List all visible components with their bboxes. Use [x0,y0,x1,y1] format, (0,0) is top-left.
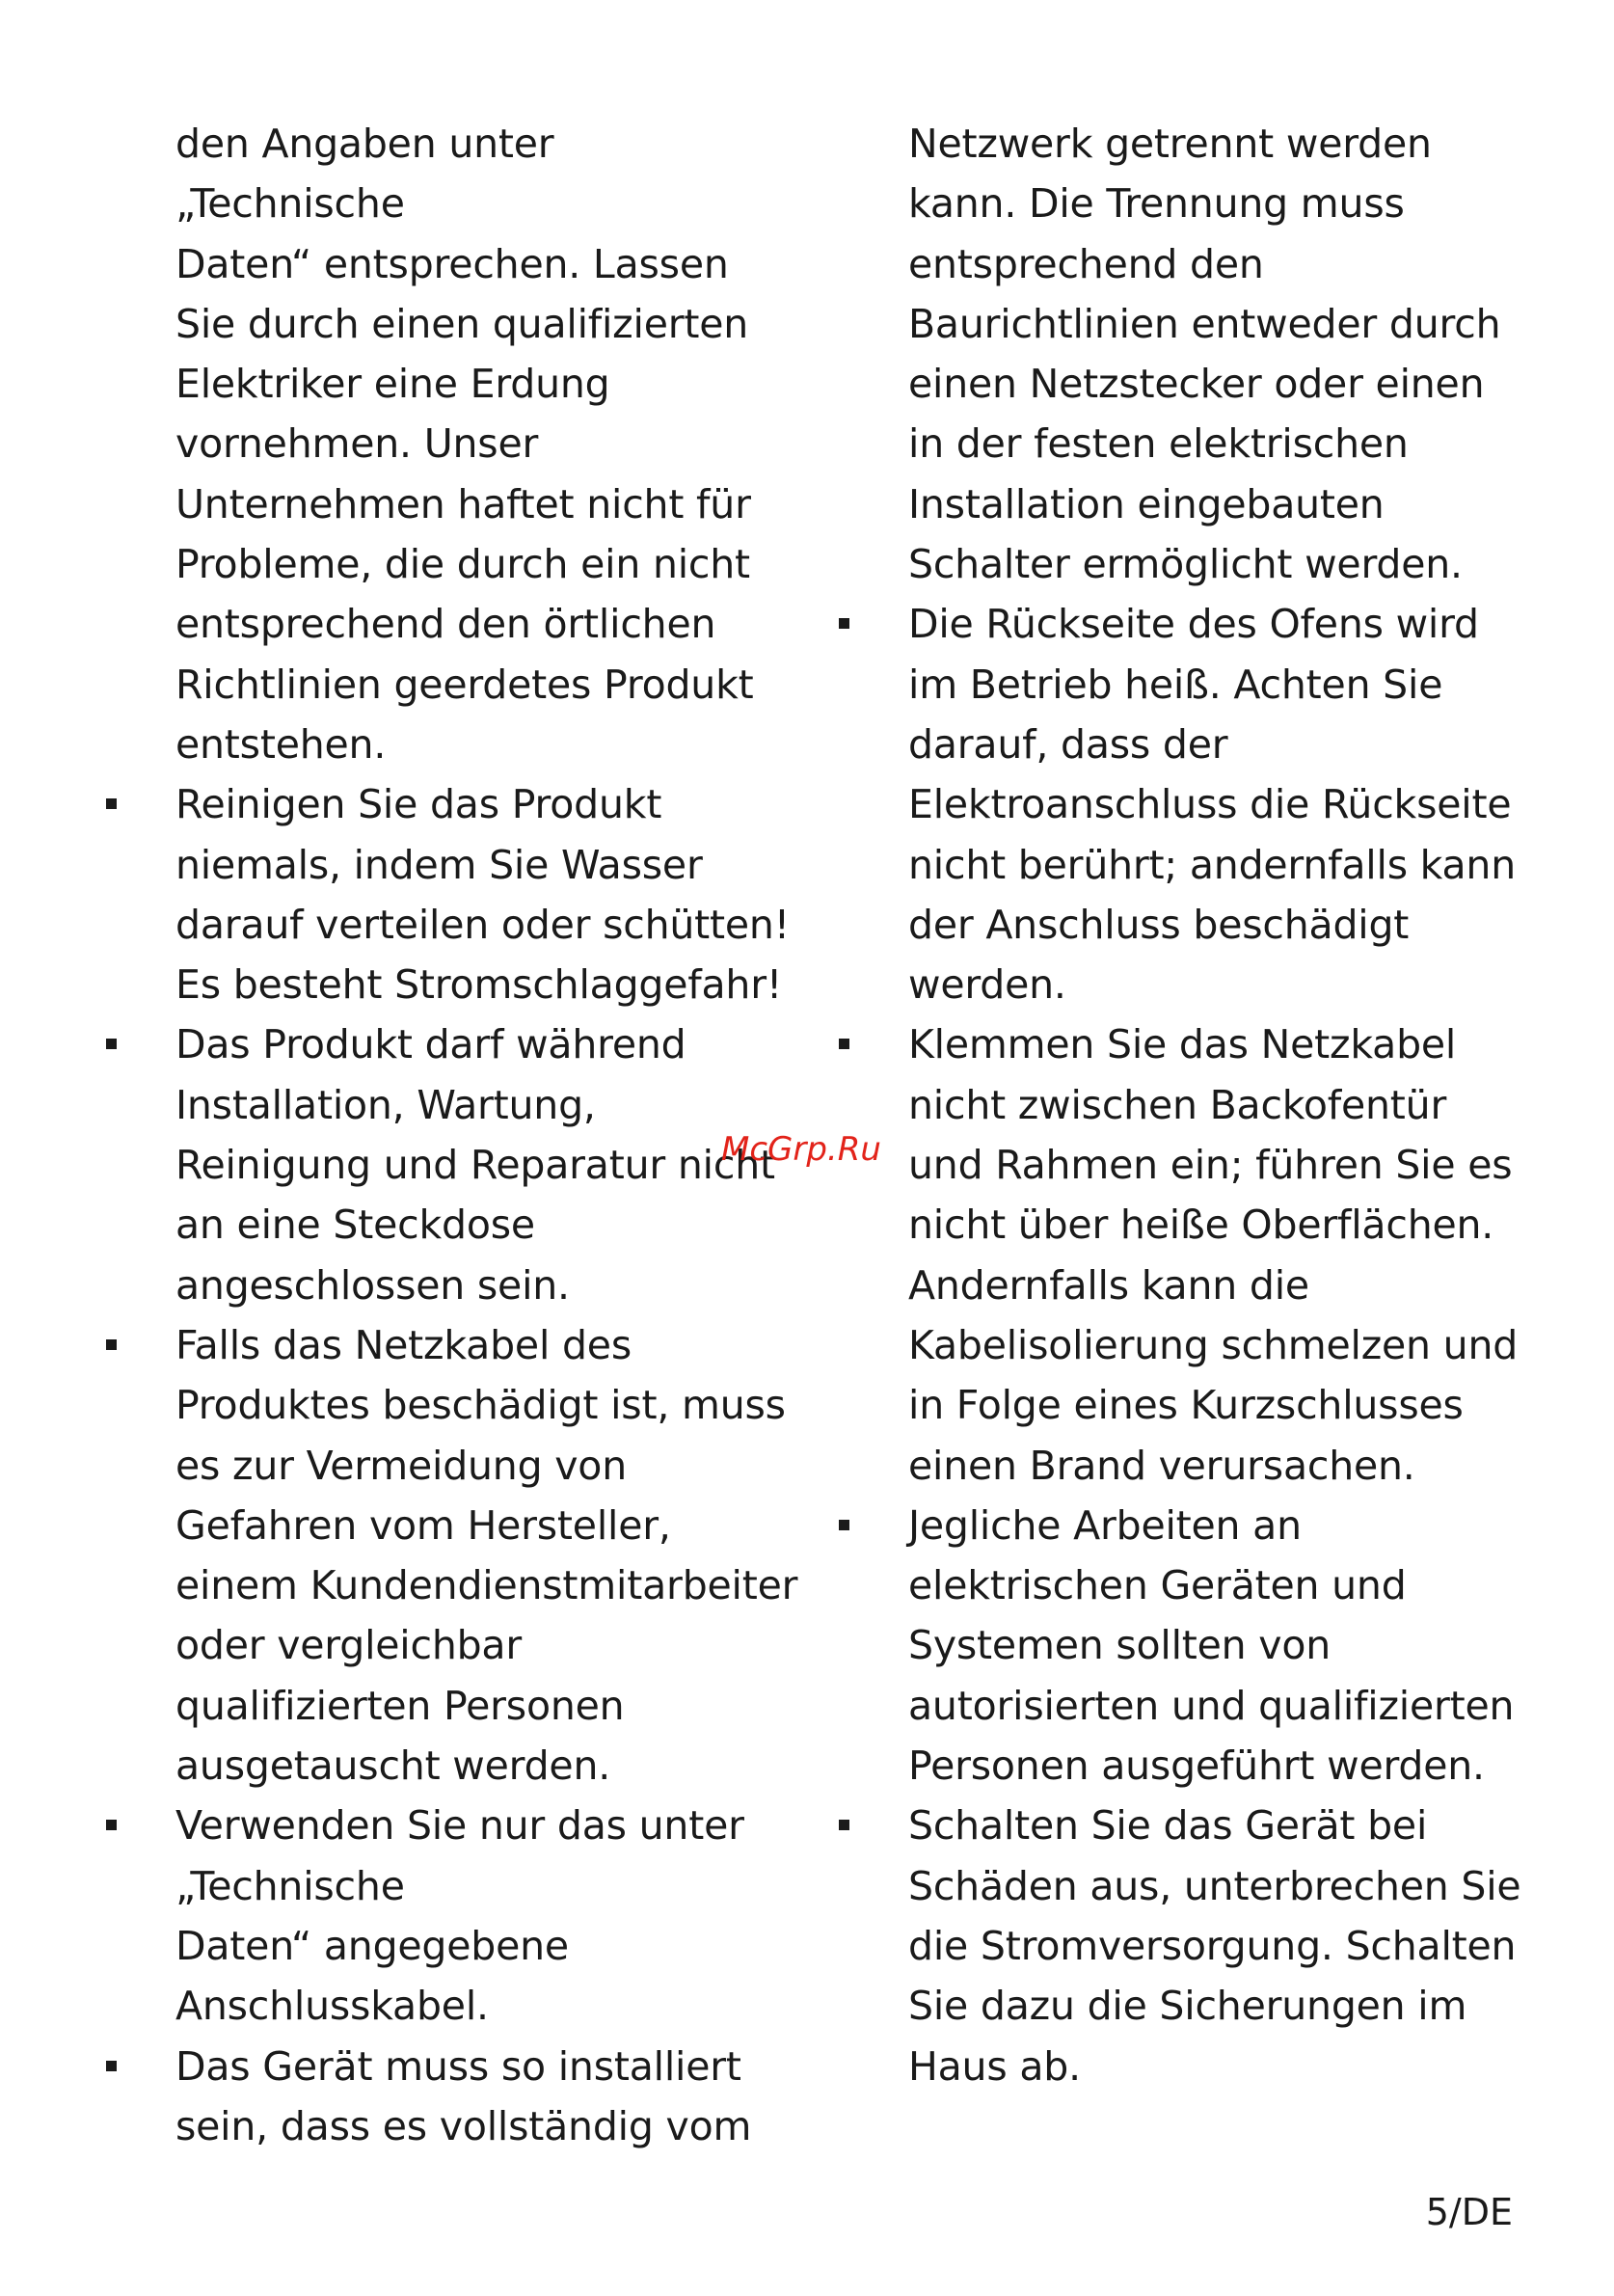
text-line [106,1916,723,1976]
text-line [106,414,723,473]
line-text: an eine Steckdose [175,1202,535,1249]
line-text: vornehmen. Unser [175,420,539,468]
line-text: Anschlusskabel. [175,1983,489,2030]
line-text: qualifizierten Personen [175,1682,625,1729]
line-text: einem Kundendienstmitarbeiter [175,1562,798,1609]
text-line [839,1615,1456,1675]
line-text: Sie durch einen qualifizierten [175,300,749,347]
bullet-square-icon [839,1039,849,1049]
line-text: Das Produkt darf während [175,1021,686,1068]
text-line [106,234,729,294]
line-text: Verwenden Sie nur das unter [175,1802,744,1850]
text-line [839,594,1479,654]
text-line [106,655,754,715]
line-text: Produktes beschädigt ist, muss [175,1382,786,1429]
line-text: oder vergleichbar [175,1622,523,1669]
line-text: Daten“ angegebene [175,1922,569,1969]
line-text: Haus ab. [908,2042,1081,2090]
line-text: Schalten Sie das Gerät bei [908,1802,1428,1850]
text-line [106,895,790,955]
text-line [839,2037,1456,2096]
line-text: Personen ausgeführt werden. [908,1742,1485,1790]
line-text: Probleme, die durch ein nicht [175,541,750,588]
line-text: kann. Die Trennung muss [908,180,1405,228]
text-line [106,1555,798,1615]
text-line [106,114,723,174]
line-text: und Rahmen ein; führen Sie es [908,1142,1513,1189]
page-number: 5/DE [1425,2191,1513,2233]
line-text: Klemmen Sie das Netzkabel [908,1021,1457,1068]
line-text: die Stromversorgung. Schalten [908,1922,1517,1969]
line-text: Daten“ entsprechen. Lassen [175,240,729,287]
text-line [839,1256,1456,1315]
text-line [839,774,1512,834]
text-line [839,1375,1464,1435]
text-line [106,774,723,834]
line-text: elektrischen Geräten und [908,1562,1407,1609]
text-line [839,534,1463,594]
text-line [839,1315,1519,1375]
line-text: „Technische [175,1862,405,1909]
line-text: Falls das Netzkabel des [175,1321,632,1368]
text-line [839,1856,1521,1916]
text-line [106,1256,723,1315]
text-line [839,1135,1513,1195]
text-line [106,1736,723,1796]
line-text: entstehen. [175,720,387,768]
line-text: Andernfalls kann die [908,1261,1309,1309]
line-text: Die Rückseite des Ofens wird [908,601,1479,648]
line-text: Schalter ermöglicht werden. [908,541,1463,588]
line-text: entsprechend den örtlichen [175,601,716,648]
text-line [839,1436,1456,1496]
line-text: sein, dass es vollständig vom [175,2102,752,2149]
line-text: Netzwerk getrennt werden [908,121,1432,167]
bullet-square-icon [839,618,849,629]
bullet-square-icon [106,1820,117,1830]
line-text: Baurichtlinien entweder durch [908,300,1501,347]
line-text: nicht berührt; andernfalls kann [908,841,1517,888]
text-line [839,1195,1494,1255]
bullet-square-icon [106,798,117,809]
text-line [839,1796,1456,1855]
text-line [106,294,749,354]
left-column [106,114,798,2156]
line-text: Elektriker eine Erdung [175,361,610,408]
text-line [106,1676,723,1736]
line-text: Jegliche Arbeiten an [908,1501,1302,1549]
text-line [839,1555,1456,1615]
line-text: Sie dazu die Sicherungen im [908,1983,1467,2030]
line-text: den Angaben unter [175,121,554,167]
line-text: in Folge eines Kurzschlusses [908,1382,1464,1429]
line-text: autorisierten und qualifizierten [908,1682,1515,1729]
text-line [106,354,723,414]
line-text: Es besteht Stromschlaggefahr! [175,961,783,1009]
line-text: niemals, indem Sie Wasser [175,841,703,888]
bullet-square-icon [106,1339,117,1350]
text-line [106,474,751,534]
line-text: Reinigung und Reparatur nicht [175,1142,775,1189]
text-line [839,354,1485,414]
text-line [839,414,1456,473]
text-line [106,1315,723,1375]
text-line [106,2037,741,2096]
line-text: Kabelisolierung schmelzen und [908,1321,1519,1368]
text-line [106,1976,723,2036]
text-line [839,1676,1515,1736]
line-text: nicht zwischen Backofentür [908,1081,1447,1128]
text-line [839,294,1501,354]
line-text: darauf verteilen oder schütten! [175,901,790,948]
text-line [106,1195,723,1255]
line-text: entsprechend den [908,240,1264,287]
text-line [106,1135,775,1195]
bullet-square-icon [839,1820,849,1830]
line-text: Das Gerät muss so installiert [175,2042,741,2090]
text-line [839,1976,1467,2036]
text-line [106,1075,723,1135]
line-text: Unternehmen haftet nicht für [175,480,751,527]
text-line [106,1796,744,1855]
text-line [839,1916,1517,1976]
line-text: angeschlossen sein. [175,1261,570,1309]
line-text: in der festen elektrischen [908,420,1409,468]
line-text: Schäden aus, unterbrechen Sie [908,1862,1521,1909]
text-line [106,835,723,895]
line-text: Systemen sollten von [908,1622,1332,1669]
line-text: darauf, dass der [908,720,1228,768]
line-text: Gefahren vom Hersteller, [175,1501,671,1549]
text-line [106,534,750,594]
text-line [106,1496,723,1555]
bullet-square-icon [106,2061,117,2071]
text-line [106,1856,723,1916]
line-text: es zur Vermeidung von [175,1442,627,1489]
text-line [106,594,723,654]
text-line [106,1615,723,1675]
text-line [839,1496,1456,1555]
text-line [839,655,1456,715]
text-line [839,1075,1456,1135]
text-line [839,835,1517,895]
text-line [839,114,1456,174]
text-line [106,715,723,774]
bullet-square-icon [839,1520,849,1530]
text-line [839,1736,1485,1796]
text-line [839,1014,1456,1074]
line-text: der Anschluss beschädigt [908,901,1410,948]
right-column [839,114,1521,2096]
line-text: „Technische [175,180,405,228]
line-text: Installation, Wartung, [175,1081,596,1128]
line-text: Installation eingebauten [908,480,1385,527]
text-line [839,474,1456,534]
line-text: einen Brand verursachen. [908,1442,1415,1489]
text-line [106,1436,723,1496]
line-text: ausgetauscht werden. [175,1742,611,1790]
text-line [106,2096,752,2156]
text-line [839,955,1456,1014]
line-text: werden. [908,961,1066,1009]
text-line [106,174,723,233]
watermark-text: McGrp.Ru [721,1130,881,1169]
text-line [106,1014,723,1074]
bullet-square-icon [106,1039,117,1049]
text-line [839,234,1456,294]
text-line [839,895,1456,955]
line-text: Elektroanschluss die Rückseite [908,781,1512,828]
text-line [839,715,1456,774]
text-line [839,174,1456,233]
line-text: Reinigen Sie das Produkt [175,781,662,828]
text-line [106,955,783,1014]
line-text: im Betrieb heiß. Achten Sie [908,661,1443,708]
line-text: einen Netzstecker oder einen [908,361,1485,408]
text-line [106,1375,786,1435]
line-text: nicht über heiße Oberflächen. [908,1202,1494,1249]
line-text: Richtlinien geerdetes Produkt [175,661,754,708]
